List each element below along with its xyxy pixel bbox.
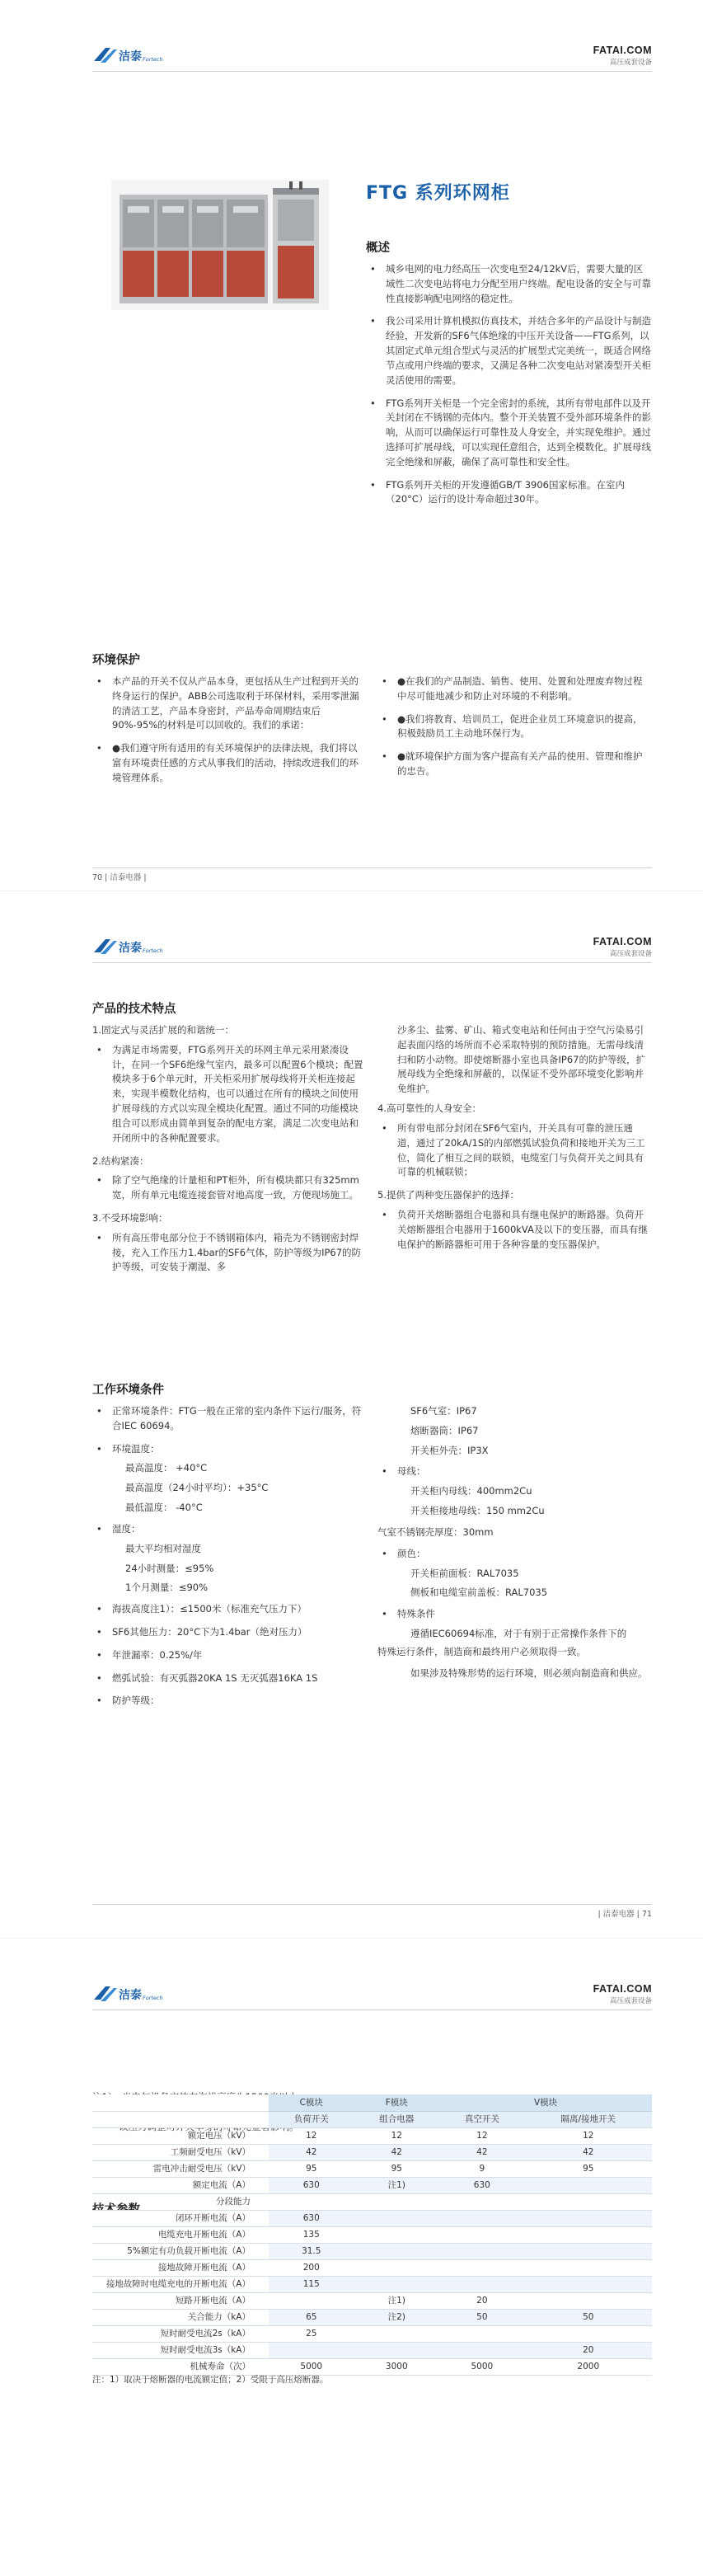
- feature-item: • 除了空气绝缘的计量柜和PT柜外，所有模块都只有325mm宽，所有单元电缆连接套管对地高度一致，方便现场施工。: [92, 1173, 366, 1203]
- row-value: 42: [439, 2144, 525, 2160]
- row-label: 接地故障时电缆充电的开断电流（A）: [92, 2276, 269, 2292]
- brand-logo: [92, 1983, 175, 2006]
- row-value: 2000: [525, 2358, 652, 2375]
- row-value: 5000: [269, 2358, 354, 2375]
- row-label: 短时耐受电流3s（kA）: [92, 2342, 269, 2358]
- condition-item: • 颜色：: [377, 1547, 651, 1562]
- svg-text:洁泰: 洁泰: [119, 1989, 142, 2002]
- row-label: 接地故障开断电流（A）: [92, 2259, 269, 2276]
- row-value: [439, 2276, 525, 2292]
- row-value: 135: [269, 2226, 354, 2243]
- table-row: [92, 2226, 652, 2243]
- condition-item: • 特殊条件: [377, 1607, 651, 1622]
- row-value: 42: [525, 2144, 652, 2160]
- condition-item: • SF6其他压力：20°C下为1.4bar（绝对压力）: [92, 1625, 366, 1640]
- brand-subtitle: 高压成套设备: [609, 59, 652, 68]
- brand-site: FATAI.COM: [593, 1983, 652, 1995]
- row-value: [439, 2193, 525, 2210]
- row-value: 12: [439, 2127, 525, 2144]
- row-value: [525, 2276, 652, 2292]
- work-conditions-right: [377, 1404, 651, 1681]
- condition-item: • 防护等级：: [92, 1694, 366, 1709]
- row-label: 电缆充电开断电流（A）: [92, 2226, 269, 2243]
- work-conditions-heading: 工作环境条件: [92, 1384, 164, 1397]
- row-label: 雷电冲击耐受电压（kV）: [92, 2160, 269, 2177]
- condition-detail: 最低温度： -40°C: [125, 1502, 203, 1514]
- table-sub-header: 真空开关: [439, 2111, 525, 2127]
- table-group-header: V模块: [439, 2094, 652, 2111]
- table-row: [92, 2358, 652, 2375]
- row-value: 9: [439, 2160, 525, 2177]
- environment-item: • ●就环境保护方面为客户提高有关产品的使用、管理和维护的忠告。: [377, 750, 651, 779]
- table-sub-header: 组合电器: [354, 2111, 440, 2127]
- brand-logo: [92, 936, 175, 959]
- row-value: 20: [525, 2342, 652, 2358]
- row-value: [525, 2177, 652, 2193]
- condition-detail: 遵循IEC60694标准，对于有别于正常操作条件下的: [410, 1627, 627, 1639]
- row-value: [354, 2193, 440, 2210]
- row-value: [525, 2210, 652, 2226]
- brand-block: [593, 934, 652, 961]
- feature-item: • 所有高压带电部分位于不锈钢箱体内，箱壳为不锈钢密封焊接，充入工作压力1.4bar的SF6气体，防护等级为IP67的防护等级，可安装于潮湿、多: [92, 1231, 366, 1275]
- row-value: [354, 2342, 440, 2358]
- row-value: 12: [354, 2127, 440, 2144]
- row-value: [439, 2243, 525, 2259]
- condition-detail: 最高温度： +40°C: [125, 1462, 208, 1474]
- environment-item: • ●我们遵守所有适用的有关环境保护的法律法规，我们将以富有环境责任感的方式从事我们的活动，持续改进我们的环境管理体系。: [92, 741, 366, 785]
- condition-detail: SF6气室：IP67: [410, 1405, 477, 1417]
- brand-logo: [92, 45, 175, 68]
- row-value: [269, 2193, 354, 2210]
- condition-detail: 开关柜内母线：400mm2Cu: [410, 1485, 532, 1497]
- row-value: 42: [269, 2144, 354, 2160]
- row-value: 630: [269, 2177, 354, 2193]
- row-value: [269, 2342, 354, 2358]
- condition-detail: 1个月测量：≤90%: [125, 1582, 209, 1594]
- condition-detail: 熔断器筒：IP67: [410, 1424, 479, 1436]
- table-corner: [92, 2094, 269, 2111]
- row-value: [525, 2226, 652, 2243]
- row-value: [354, 2210, 440, 2226]
- row-label: 闭环开断电流（A）: [92, 2210, 269, 2226]
- row-label: 额定电压（kV）: [92, 2127, 269, 2144]
- page-header: [92, 1939, 652, 2014]
- condition-detail: 最高温度（24小时平均）：+35°C: [125, 1482, 269, 1494]
- switchgear-cabinet-image: [111, 180, 329, 310]
- overview-list: [366, 262, 651, 515]
- table-sub-header: 负荷开关: [269, 2111, 354, 2127]
- row-value: [439, 2226, 525, 2243]
- features-right-column: [377, 1023, 651, 1260]
- row-value: [354, 2243, 440, 2259]
- row-value: 3000: [354, 2358, 440, 2375]
- table-group-header: C模块: [269, 2094, 354, 2111]
- condition-item: • 环境温度：: [92, 1442, 366, 1457]
- feature-item: • 负荷开关熔断器组合电器和具有继电保护的断路器。负荷开关熔断器组合电器用于1600kVA及以下的变压器，而具有继电保护的断路器柜可用于各种容量的变压器保护。: [377, 1208, 651, 1252]
- page-header: [92, 891, 652, 967]
- table-row: [92, 2325, 652, 2342]
- feature-title: 4.高可靠性的人身安全：: [377, 1102, 481, 1115]
- brand-site: FATAI.COM: [593, 936, 652, 947]
- table-group-header: F模块: [354, 2094, 440, 2111]
- environment-right-list: [377, 675, 651, 787]
- page-footer: | 洁泰电器 | 71: [598, 1910, 652, 1919]
- environment-item: • ●在我们的产品制造、销售、使用、处置和处理废弃物过程中尽可能地减少和防止对环境的不利影响。: [377, 675, 651, 704]
- row-value: 630: [439, 2177, 525, 2193]
- row-value: [525, 2243, 652, 2259]
- header-divider: [92, 71, 652, 72]
- condition-item: • 燃弧试验：有灭弧器20KA 1S 无灭弧器16KA 1S: [92, 1671, 366, 1686]
- row-value: 65: [269, 2309, 354, 2325]
- row-value: 31.5: [269, 2243, 354, 2259]
- row-value: [354, 2276, 440, 2292]
- condition-item: • 年泄漏率：0.25%/年: [92, 1648, 366, 1663]
- row-value: [439, 2325, 525, 2342]
- page-header: [92, 0, 652, 76]
- table-row: [92, 2127, 652, 2144]
- condition-item: • 海拔高度注1）：≤1500米（标准充气压力下）: [92, 1602, 366, 1617]
- row-value: 50: [525, 2309, 652, 2325]
- row-value: [439, 2210, 525, 2226]
- row-value: 注1): [354, 2177, 440, 2193]
- brand-block: [593, 1981, 652, 2008]
- row-value: 注1): [354, 2292, 440, 2309]
- row-value: 200: [269, 2259, 354, 2276]
- row-label: 额定电流（A）: [92, 2177, 269, 2193]
- feature-item: • 为满足市场需要，FTG系列开关的环网主单元采用紧凑设计，在同一个SF6绝缘气室内，最多可以配置6个模块；配置模块多于6个单元时，开关柜采用扩展母线将开关柜连接起来，实现半模数化结构，也可以通过在所有的模块之间使用扩展母线的方式以实现全模块化配置。通过不同的功能模块组合可以形成由简单到复杂的配电方案，满足二次变电站和开闭所中的各种配置要求。: [92, 1043, 366, 1146]
- row-value: [354, 2325, 440, 2342]
- row-label: 分段能力: [92, 2193, 269, 2210]
- row-value: 115: [269, 2276, 354, 2292]
- features-heading: 产品的技术特点: [92, 1003, 176, 1016]
- table-row: [92, 2259, 652, 2276]
- row-value: 95: [525, 2160, 652, 2177]
- page-70: [0, 0, 703, 891]
- row-label: 工频耐受电压（kV）: [92, 2144, 269, 2160]
- condition-detail: 侧板和电缆室前盖板：RAL7035: [410, 1586, 548, 1599]
- row-value: 95: [269, 2160, 354, 2177]
- svg-text:洁泰: 洁泰: [119, 942, 142, 955]
- overview-heading: 概述: [366, 242, 390, 255]
- condition-detail: 开关柜外壳：IP3X: [410, 1444, 489, 1456]
- row-value: 50: [439, 2309, 525, 2325]
- condition-detail: 开关柜接地母线：150 mm2Cu: [410, 1505, 545, 1517]
- row-value: [525, 2325, 652, 2342]
- table-row: [92, 2210, 652, 2226]
- condition-detail: 24小时测量：≤95%: [125, 1562, 214, 1574]
- overview-item: • FTG系列开关柜的开发遵循GB/T 3906国家标准。在室内（20°C）运行的设计寿命超过30年。: [366, 478, 651, 508]
- row-value: [525, 2193, 652, 2210]
- table-sub-header: 隔离/接地开关: [525, 2111, 652, 2127]
- condition-detail: 开关柜前面板：RAL7035: [410, 1567, 519, 1579]
- row-label: 5%额定有功负载开断电流（A）: [92, 2243, 269, 2259]
- svg-text:Fortech: Fortech: [143, 1995, 163, 2001]
- row-label: 短路开断电流（A）: [92, 2292, 269, 2309]
- table-row: [92, 2342, 652, 2358]
- feature-title: 1.固定式与灵活扩展的和谐统一：: [92, 1024, 234, 1036]
- row-value: 注2): [354, 2309, 440, 2325]
- row-value: 42: [354, 2144, 440, 2160]
- condition-item: • 湿度：: [92, 1522, 366, 1537]
- table-row: [92, 2160, 652, 2177]
- svg-text:Fortech: Fortech: [143, 56, 163, 63]
- row-value: 12: [525, 2127, 652, 2144]
- condition-detail: 最大平均相对湿度: [125, 1542, 201, 1554]
- tech-params-table: [92, 2094, 652, 2376]
- row-value: 95: [354, 2160, 440, 2177]
- row-value: 630: [269, 2210, 354, 2226]
- table-footnote: 注：1）取决于熔断器的电流额定值；2）受限于高压熔断器。: [92, 2375, 329, 2385]
- environment-left-list: [92, 675, 366, 794]
- environment-heading: 环境保护: [92, 654, 140, 667]
- brand-subtitle: 高压成套设备: [609, 950, 652, 959]
- brand-block: [593, 43, 652, 69]
- table-row: [92, 2144, 652, 2160]
- feature-continued: 沙多尘、盐雾、矿山、箱式变电站和任何由于空气污染易引起表面闪络的场所而不必采取特别的预防措施。无需母线清扫和防小动物。即使熔断器小室也具备IP67的防护等级，扩展母线为全绝缘和屏蔽的，以保证不受外部环境变化影响并免维护。: [397, 1024, 645, 1095]
- footer-divider: [92, 867, 652, 868]
- table-row: [92, 2309, 652, 2325]
- features-left-column: [92, 1023, 366, 1283]
- page-71: [0, 891, 703, 1938]
- table-row: [92, 2276, 652, 2292]
- row-value: 5000: [439, 2358, 525, 2375]
- condition-detail: 如果涉及特殊形势的运行环境，则必须向制造商和供应。: [410, 1666, 648, 1679]
- brand-site: FATAI.COM: [593, 45, 652, 56]
- feature-title: 2.结构紧凑：: [92, 1154, 149, 1167]
- row-value: [269, 2292, 354, 2309]
- feature-title: 3.不受环境影响：: [92, 1211, 168, 1224]
- feature-title: 5.提供了两种变压器保护的选择：: [377, 1189, 519, 1201]
- condition-item: • 母线：: [377, 1464, 651, 1479]
- svg-text:Fortech: Fortech: [143, 947, 163, 954]
- overview-item: • 我公司采用计算机模拟仿真技术，并结合多年的产品设计与制造经验，开发新的SF6气体绝缘的中压开关设备——FTG系列，以其固定式单元组合型式与灵活的扩展型式完美统一，既适合网络节点或用户终端的要求，又满足各种二次变电站对紧凑型开关柜灵活使用的需要。: [366, 314, 651, 388]
- table-corner: [92, 2111, 269, 2127]
- overview-item: • 城乡电网的电力经高压一次变电至24/12kV后，需要大量的区域性二次变电站将电力分配至用户终端。配电设备的安全与可靠性直接影响配电网络的稳定性。: [366, 262, 651, 306]
- table-row: [92, 2243, 652, 2259]
- row-value: [439, 2259, 525, 2276]
- page-title: FTG 系列环网柜: [366, 183, 510, 204]
- overview-item: • FTG系列开关柜是一个完全密封的系统，其所有带电部件以及开关封闭在不锈钢的壳体内。整个开关装置不受外部环境条件的影响，从而可以确保运行可靠性及人身安全，并实现免维护。通过选择可扩展母线，可以实现任意组合，达到全模数化。扩展母线完全绝缘和屏蔽，确保了高可靠性和安全性。: [366, 397, 651, 470]
- page-footer: 70 | 洁泰电器 |: [92, 873, 147, 882]
- brand-subtitle: 高压成套设备: [609, 1997, 652, 2006]
- condition-text: 特殊运行条件，制造商和最终用户必须取得一致。: [377, 1645, 586, 1657]
- row-value: [354, 2259, 440, 2276]
- row-value: 25: [269, 2325, 354, 2342]
- row-value: [525, 2292, 652, 2309]
- table-row: [92, 2292, 652, 2309]
- row-value: [354, 2226, 440, 2243]
- environment-item: • ●我们将教育、培训员工，促进企业员工环境意识的提高，积极鼓励员工主动地环保行为。: [377, 712, 651, 742]
- feature-item: • 所有带电部分封闭在SF6气室内，开关具有可靠的泄压通道，通过了20kA/1S的内部燃弧试验负荷和接地开关为三工位，简化了相互之间的联锁，电缆室门与负荷开关之间具有可靠的机械联锁；: [377, 1121, 651, 1180]
- footer-divider: [92, 1904, 652, 1905]
- row-label: 短时耐受电流2s（kA）: [92, 2325, 269, 2342]
- svg-text:洁泰: 洁泰: [119, 50, 142, 63]
- row-label: 机械寿命（次）: [92, 2358, 269, 2375]
- work-conditions-left: [92, 1404, 366, 1717]
- row-value: [525, 2259, 652, 2276]
- table-row: [92, 2177, 652, 2193]
- row-value: 12: [269, 2127, 354, 2144]
- condition-text: 气室不锈钢壳厚度：30mm: [377, 1525, 494, 1538]
- row-value: [439, 2342, 525, 2358]
- environment-item: • 本产品的开关不仅从产品本身，更包括从生产过程到开关的终身运行的保护。ABB公司选取利于环保材料，采用零泄漏的清洁工艺，产品本身密封，产品寿命周期结束后90%-95%的材料是可以回收的。我们的承诺：: [92, 675, 366, 733]
- header-divider: [92, 962, 652, 963]
- row-label: 关合能力（kA）: [92, 2309, 269, 2325]
- table-row: [92, 2193, 652, 2210]
- row-value: 20: [439, 2292, 525, 2309]
- condition-item: • 正常环境条件：FTG一般在正常的室内条件下运行/服务，符合IEC 60694。: [92, 1404, 366, 1434]
